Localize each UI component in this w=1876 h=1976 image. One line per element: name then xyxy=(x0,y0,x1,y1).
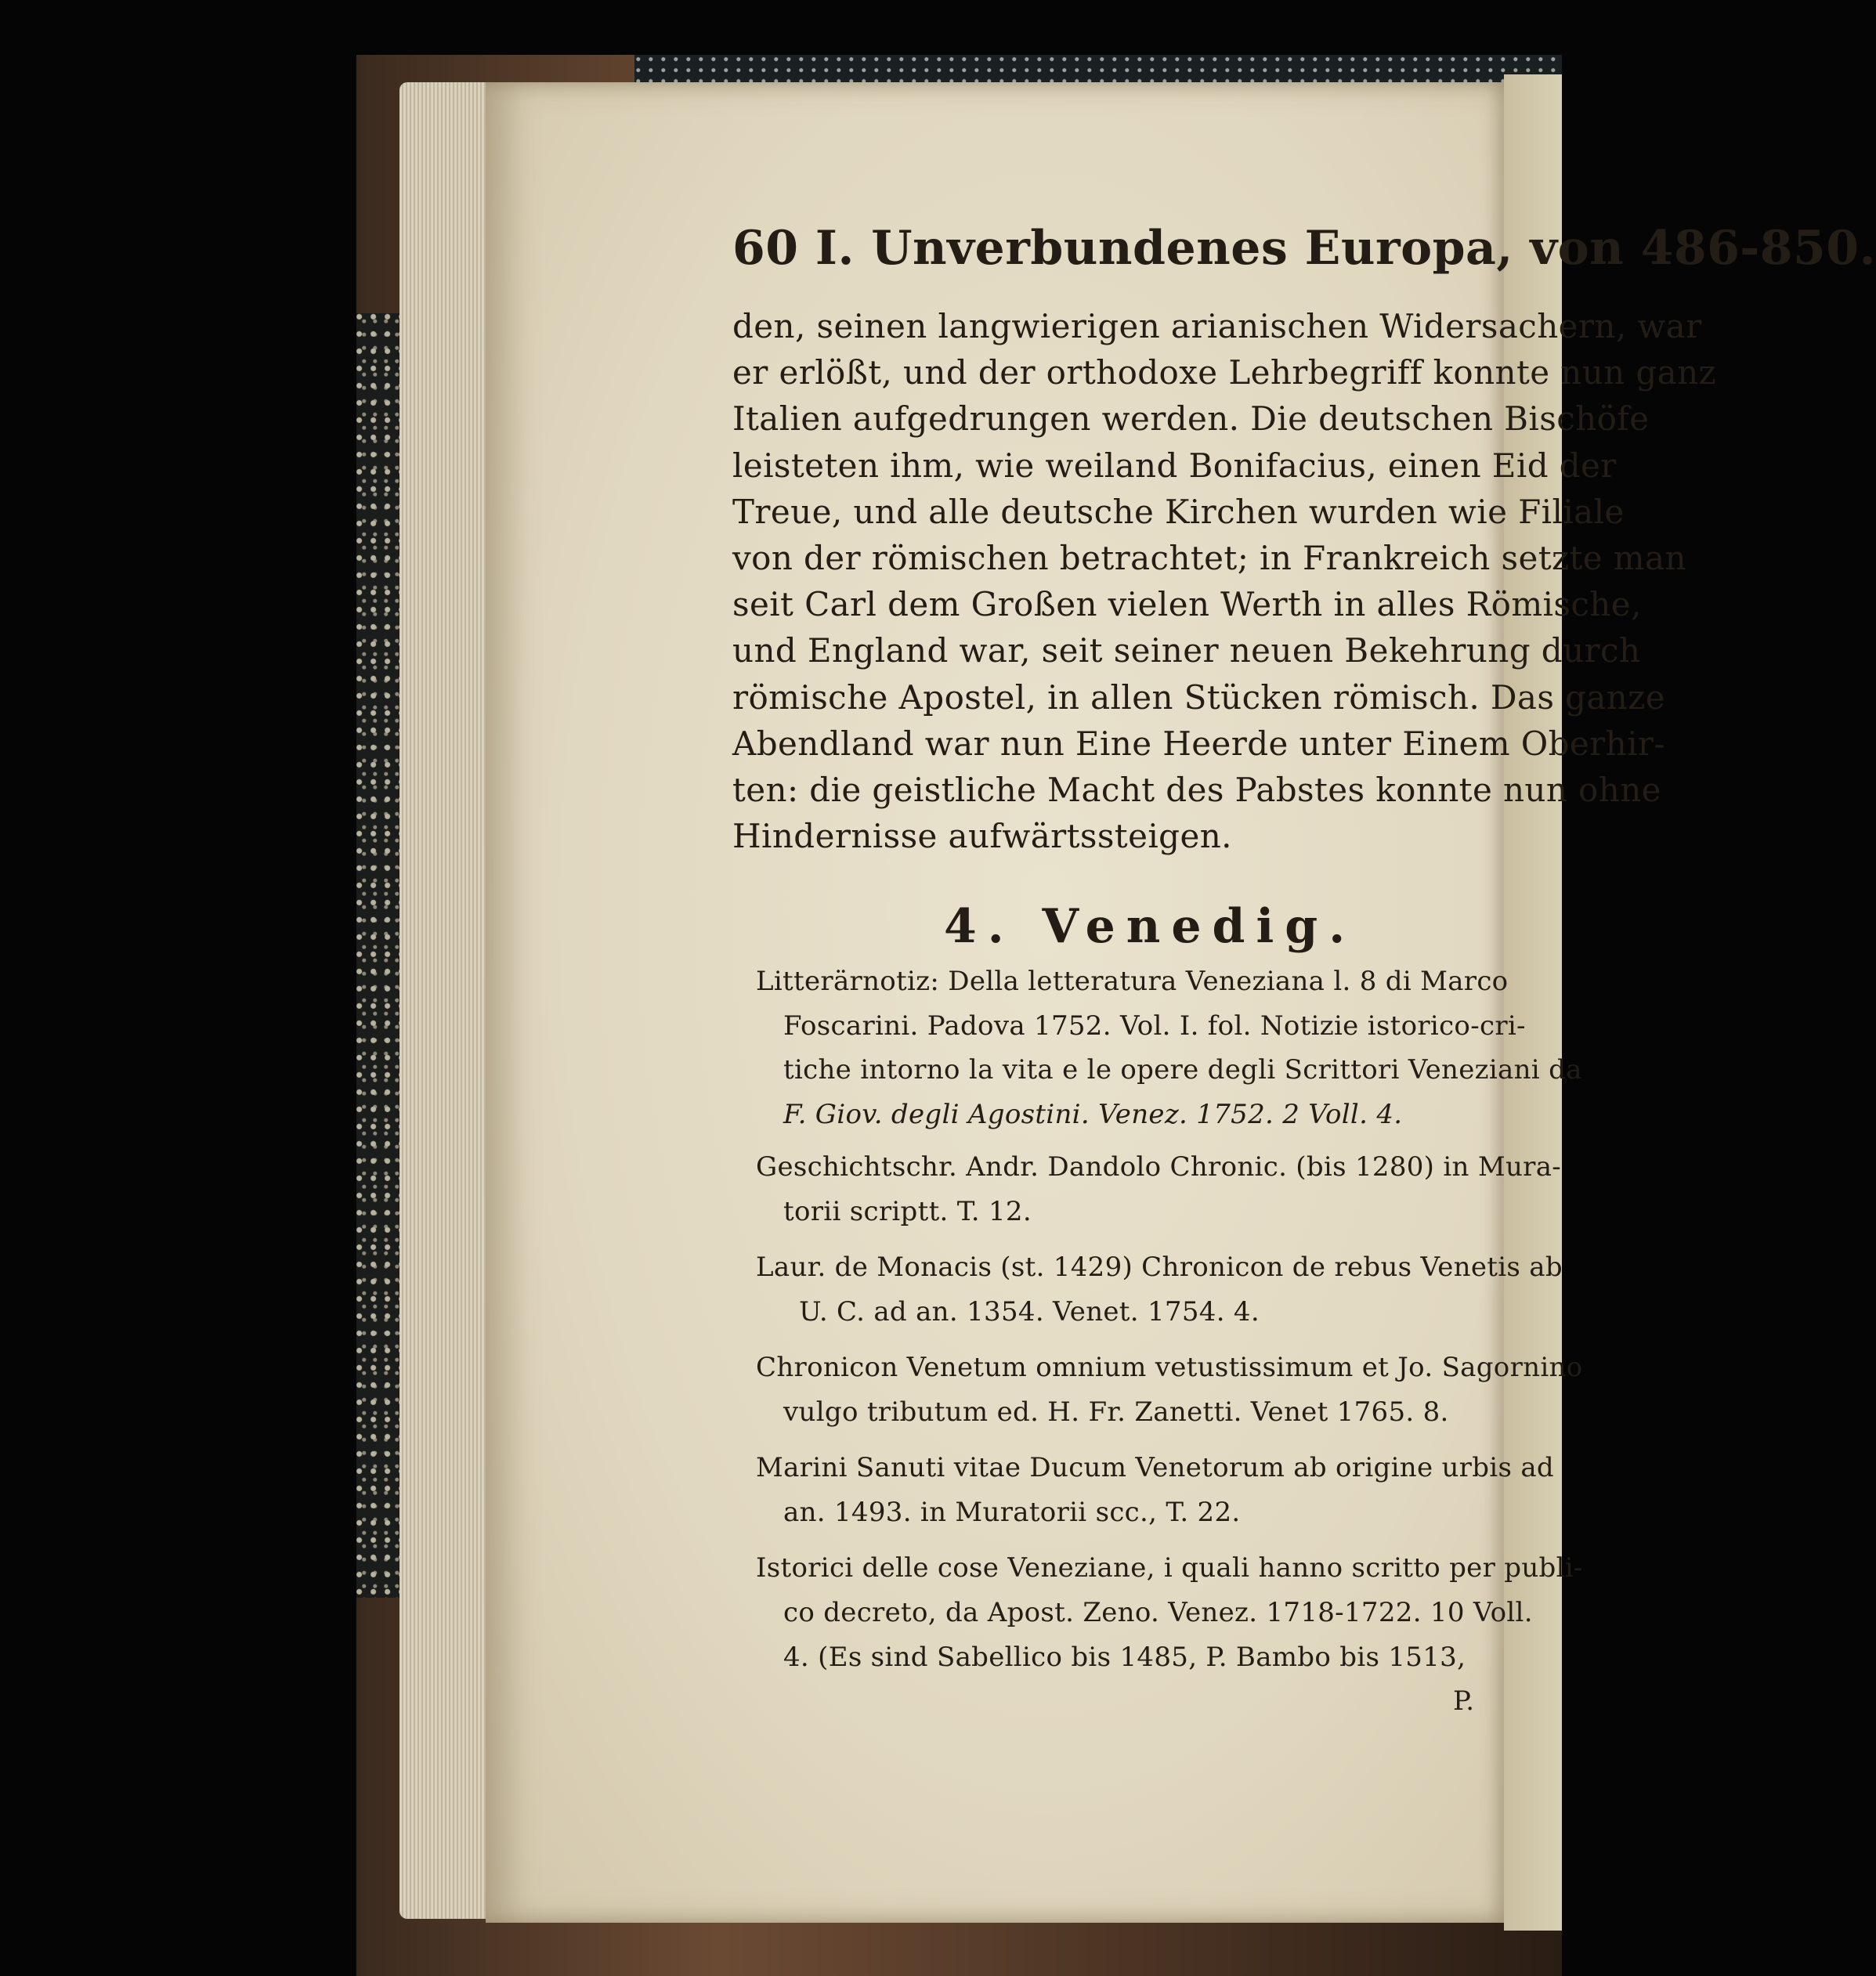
reference-line: F. Giov. degli Agostini. Venez. 1752. 2 Voll. 4. xyxy=(783,1099,1403,1130)
reference-line: tiche intorno la vita e le opere degli Scrittori Veneziani da xyxy=(783,1054,1582,1086)
reference-line: an. 1493. in Muratorii scc., T. 22. xyxy=(783,1497,1241,1528)
reference-line: Geschichtschr. Andr. Dandolo Chronic. (bis 1280) in Mura- xyxy=(756,1151,1562,1183)
body-line: Treue, und alle deutsche Kirchen wurden wie Filiale xyxy=(732,493,1625,531)
body-line: römische Apostel, in allen Stücken römisch. Das ganze xyxy=(732,678,1666,717)
body-line: seit Carl dem Großen vielen Werth in alles Römische, xyxy=(732,585,1642,623)
body-line: und England war, seit seiner neuen Bekehrung durch xyxy=(732,631,1641,670)
marbled-top-edge xyxy=(634,55,1562,86)
reference-line: Foscarini. Padova 1752. Vol. I. fol. Notizie istorico-cri- xyxy=(783,1010,1526,1042)
reference-line: torii scriptt. T. 12. xyxy=(783,1196,1032,1227)
marbled-board xyxy=(356,313,403,1598)
body-line: von der römischen betrachtet; in Frankreich setzte man xyxy=(732,539,1686,577)
page-edges xyxy=(399,82,493,1919)
reference-line: Chronicon Venetum omnium vetustissimum et Jo. Sagornino xyxy=(756,1352,1583,1383)
body-line: ten: die geistliche Macht des Pabstes konnte nun ohne xyxy=(732,771,1661,809)
reference-line: U. C. ad an. 1354. Venet. 1754. 4. xyxy=(799,1296,1260,1328)
catchword: P. xyxy=(1453,1685,1475,1717)
body-line: Hindernisse aufwärtssteigen. xyxy=(732,817,1232,855)
body-line: er erlößt, und der orthodoxe Lehrbegriff konnte nun ganz xyxy=(732,353,1717,392)
reference-line: Laur. de Monacis (st. 1429) Chronicon de rebus Venetis ab xyxy=(756,1252,1563,1283)
section-title: 4. Venedig. xyxy=(944,899,1357,954)
reference-line: Litterärnotiz: Della letteratura Veneziana l. 8 di Marco xyxy=(756,966,1509,997)
reference-line: 4. (Es sind Sabellico bis 1485, P. Bambo bis 1513, xyxy=(783,1642,1466,1673)
reference-line: Istorici delle cose Veneziane, i quali hanno scritto per publi- xyxy=(756,1552,1583,1584)
body-line: Abendland war nun Eine Heerde unter Einem Oberhir- xyxy=(732,724,1665,763)
running-head: 60 I. Unverbundenes Europa, von 486-850. xyxy=(732,221,1876,276)
reference-line: vulgo tributum ed. H. Fr. Zanetti. Venet 1765. 8. xyxy=(783,1396,1449,1428)
body-line: leisteten ihm, wie weiland Bonifacius, einen Eid der xyxy=(732,446,1617,485)
body-line: Italien aufgedrungen werden. Die deutschen Bischöfe xyxy=(732,399,1650,438)
body-line: den, seinen langwierigen arianischen Widersachern, war xyxy=(732,307,1702,345)
reference-line: Marini Sanuti vitae Ducum Venetorum ab origine urbis ad xyxy=(756,1452,1554,1483)
reference-line: co decreto, da Apost. Zeno. Venez. 1718-1722. 10 Voll. xyxy=(783,1597,1533,1628)
